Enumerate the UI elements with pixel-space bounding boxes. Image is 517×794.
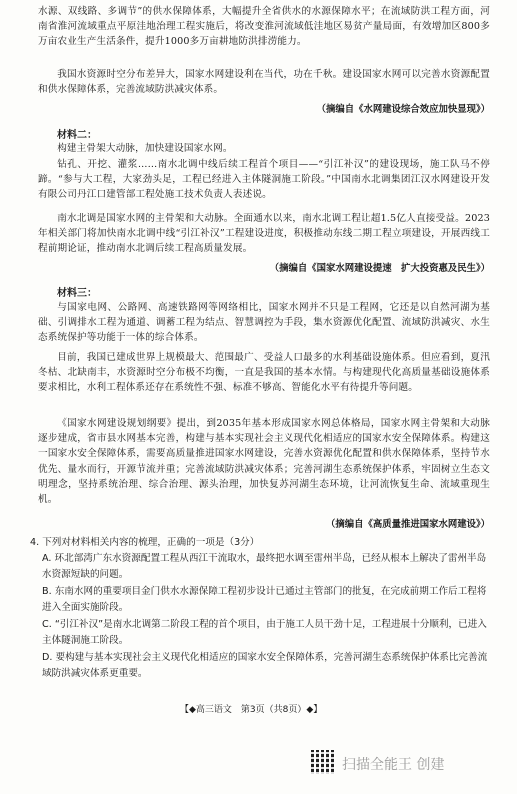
option-b[interactable] [42,584,490,615]
page-footer: 【◆高三语文 第3页（共8页）◆】 [180,705,323,715]
option-text: “引江补汉”是南水北调第二阶段工程的首个项目，由于施工人员干劲十足，工程进展十分顺利，已进入主体隧洞施工阶段。 [42,619,487,646]
passage1-paragraph-2: 我国水资源时空分布差异大，国家水网建设利在当代，功在千秋。建设国家水网可以完善水资源配置和供水保障体系，完善流域防洪减灾体系。 [38,69,490,96]
material2-paragraph-1: 构建主骨架大动脉，加快建设国家水网。 [57,143,233,154]
material3-paragraph-2: 目前，我国已建成世界上规模最大、范围最广、受益人口最多的水利基础设施体系。但应看到，夏汛冬枯、北缺南丰，水资源时空分布极不均衡，一直是我国的基本水情。与构建现代化高质量基础设施体系要求相比，水利工程体系还存在系统性不强、标准不够高、智能化水平有待提升等问题。 [38,352,490,394]
material3-heading: 材料三： [57,288,97,299]
qr-code-pattern [311,750,335,774]
passage1-paragraph-1: 水源、双线路、多调节”的供水保障体系，大幅提升全省供水的水源保障水平；在流域防洪工程方面，河南省淮河流域重点平原洼地治理工程实施后，将改变淮河流域低洼地区易贫产量局面，有效增加区800多万亩农业生产生活条件，提升1000多万亩耕地防洪排涝能力。 [38,6,490,48]
option-a[interactable] [42,551,490,582]
option-letter: C. [42,619,52,630]
option-text: 东南水网的重要项目金门供水水源保障工程初步设计已通过主管部门的批复，在完成前期工作后工程将进入全面实施阶段。 [42,586,487,613]
scanner-watermark: 扫描全能王 创建 [342,757,445,773]
question-stem: 4. 下列对材料相关内容的梳理，正确的一项是（3分） [30,537,260,548]
option-c[interactable] [42,617,490,648]
option-d[interactable] [42,650,490,681]
material2-paragraph-3: 南水北调是国家水网的主骨架和大动脉。全面通水以来，南水北调工程让超1.5亿人直接受益。2023年相关部门将加快南水北调中线“引江补汉”工程建设进度，积极推动东线二期工程立项建设，开展西线工程前期论证，推动南水北调后续工程高质量发展。 [38,213,490,255]
passage1-source: （摘编自《水网建设综合效应加快显现》） [316,104,490,115]
material3-paragraph-1: 与国家电网、公路网、高速铁路网等网络相比，国家水网并不只是工程网，它还是以自然河湖为基础、引调排水工程为通道、调蓄工程为结点、智慧调控为手段，集水资源优化配置、流域防洪减灾、水生态系统保护等功能于一体的综合体系。 [38,302,490,344]
material2-paragraph-2: 钻孔、开挖、灌浆……南水北调中线后续工程首个项目——“引江补汉”的建设现场，施工队马不停蹄。“参与大工程，大家劲头足，工程已经进入主体隧洞施工阶段。”中国南水北调集团江汉水网建设开发有限公司丹江口建管部工程处施工技术负责人表述说。 [38,159,490,201]
option-letter: A. [42,553,52,564]
material3-paragraph-3: 《国家水网建设规划纲要》提出，到2035年基本形成国家水网总体格局，国家水网主骨架和大动脉逐步建成，省市县水网基本完善，构建与基本实现社会主义现代化相适应的国家水安全保障体系。构建这一国家水安全保障体系，需要高质量推进国家水网建设，完善水资源优化配置和供水保障体系，坚持节水优先、量水而行，开源节流并重；完善流域防洪减灾体系；完善河湖生态系统保护体系，牢固树立生态文明理念，坚持系统治理、综合治理、源头治理，加快复苏河湖生态环境，让河流恢复生命、流域重现生机。 [38,418,490,506]
material2-source: （摘编自《国家水网建设提速 扩大投资惠及民生》） [269,263,490,274]
option-letter: D. [42,652,53,663]
material3-source: （摘编自《高质量推进国家水网建设》） [325,519,490,530]
option-text: 要构建与基本实现社会主义现代化相适应的国家水安全保障体系，完善河湖生态系统保护体系比完善流域防洪减灾体系更重要。 [42,652,488,679]
option-text: 环北部湾广东水资源配置工程从西江干流取水，最终把水调至雷州半岛，已经从根本上解决了雷州半岛水资源短缺的问题。 [42,553,487,580]
material2-heading: 材料二： [57,130,97,141]
option-letter: B. [42,586,52,597]
